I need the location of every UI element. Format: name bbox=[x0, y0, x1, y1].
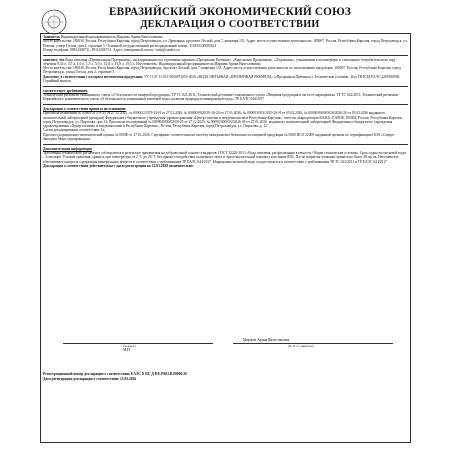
applicant-section bbox=[43, 35, 408, 54]
compliance-text: Технический регламент таможенного союза «О безопасности пищевой продукции» ТР ТС 021/2011; Технический регламент таможенного союза «Пищевая продукция в части ее маркировки» ТР ТС 022/2011; Технический регламент Евразийского экономического союза «О безопасности упакованной питьевой воды, включая природную минеральную воду» ТР ЕАЭС 044/2017 bbox=[43, 93, 399, 102]
basis-label: Декларация о соответствии принята на основании bbox=[43, 106, 126, 111]
union-title: ЕВРАЗИЙСКИЙ ЭКОНОМИЧЕСКИЙ СОЮЗ bbox=[109, 6, 351, 18]
registration-number: Регистрационный номер декларации о соответствии: ЕАЭС N RU Д-RU.РА02.В.00000/26 bbox=[43, 372, 187, 376]
registration-footer bbox=[43, 372, 408, 382]
basis-section bbox=[43, 107, 408, 143]
validity-text: Декларация о соответствии действительна с даты регистрации по 12.03.2028 включительно. bbox=[43, 163, 194, 168]
divider bbox=[43, 144, 408, 145]
signature-line bbox=[63, 343, 213, 344]
docs-label: Документ, в соответствии с которым изготовлена продукция: bbox=[43, 74, 144, 79]
compliance-label: соответствует требованиям bbox=[43, 88, 88, 93]
additional-text: Требования технического регламента соблюдаются в результате применения на добровольной основе стандартов: ГОСТ 32220-2013 «Вода питьевая, расфасованная в емкости. Общие технические условия». Срок годности питьевой воды – 6 месяцев. Условия хранения: хранить при температуре от 2 °С до 20 °С без прямого воздействия солнечного света и при относительной влажности не выше 85%. После вскрытия упаковки хранить не более 48 часов. Изготовитель обеспечивает контроль содержания минеральных веществ в соответствии с требованиями ТР ЕАЭС 044/2017. Маркировка питьевой воды осуществляется в соответствии с требованиями ТР ТС 022/2011 и ТР ЕАЭС 044/2017. bbox=[43, 151, 406, 164]
applicant-name: Индивидуальный предприниматель Марцева Арина Вячеславовна bbox=[60, 35, 163, 39]
declaration-title: ДЕКЛАРАЦИЯ О СООТВЕТСТВИИ bbox=[140, 19, 320, 30]
product-section bbox=[43, 58, 408, 85]
product-label: заявляет, что bbox=[43, 57, 65, 62]
signature-caption: (подпись) bbox=[123, 344, 136, 348]
signer-name: Марцева Арина Вячеславовна bbox=[243, 338, 290, 342]
applicant-address: Место жительства: 185030, Россия, Республика Карелия, город Петрозаводск, ул. Древлянка, проспект Лесной, дом 7, квартира 131. Адрес места осуществления деятельности: 185007, Россия, Республика Карелия, город Петрозаводск, ул. Попова, улица Гоголя, дом 2, строение 5. Основной государственный регистрационный номер: 318100100000163 bbox=[43, 39, 408, 48]
docs-text: ТУ 11.07.11-011-0000072055-2020 «ВОДА ПИТЬЕВАЯ «ПРОЗРАЧНАЯ PREMIUM» («Прозрачная Премиум»). Технические условия». Код ТН ВЭД ЕАЭС 2201900000. Серийный выпуск. bbox=[43, 74, 401, 84]
signature-block bbox=[43, 335, 408, 365]
document-header bbox=[40, 6, 420, 31]
scheme-text: Схема декларирования соответствия: 1д bbox=[43, 128, 105, 133]
eaeu-emblem-icon bbox=[40, 8, 68, 36]
divider bbox=[43, 104, 408, 105]
basis-extra: Протокол радиационно-гигиенической оценки № 00000 от 27.01.2026. Сертификат соответствия на систему менеджмента безопасности пищевой продукции № 0000 ИСО 22000 выданный органом по сертификации ООО «Северо-Западное бюро сертификации» bbox=[43, 132, 395, 142]
name-caption: (Ф. И. О. заявителя) bbox=[288, 344, 314, 348]
divider bbox=[43, 86, 408, 87]
applicant-label: Заявитель bbox=[43, 35, 60, 39]
maker-address: Место жительства: 185030, Россия, Республика Карелия, город Петрозаводск, проспект Лесной, дом 7, квартира 131. Адрес места осуществления деятельности по изготовлению продукции: 185007, Россия, Республика Карелия, город Петрозаводск, улица Гоголя, дом 2, строение 5 bbox=[43, 66, 401, 75]
divider bbox=[43, 55, 408, 56]
additional-section bbox=[43, 147, 408, 170]
stamp-mark: М.П. bbox=[123, 348, 131, 352]
compliance-section bbox=[43, 89, 408, 103]
product-text: Вода питьевая «Премиальная Прозрачная», негазированная под торговыми марками «Прозрачная Premium», «Карельская Прозрачная», «Ладожская», упакованная в полимерную и стеклянную потребительскую тару объемом 0,33 л, 0,5 л, 1,0 л, 1,5 л, 5,0 л, 12,0 л, 19,0 л, 19,5 л. Изготовитель: Индивидуальный предприниматель Марцева Арина Вячеславовна bbox=[43, 57, 396, 66]
applicant-contacts: Номер телефона: 89814306731, 89114306731. Адрес электронной почты: voda@yandex.ru bbox=[43, 47, 180, 52]
basis-text: Протокола испытаний № 00000/21579-25 от 27.12.2025, № 00000/21579-25-Н от 27.01.2026, № 00000/0020/19-26-20 от 27.01.2026, № 00000/0053/2019-26-Н от 05.03.2026, № 00000/0000/0026/2020-20 от 05.03.2026 выданного испытательной лабораторией (центром) Федерального бюджетного учреждения здравоохранения «Центр гигиены и эпидемиологии в Республике Карелия», аттестат аккредитации RA.RU.21AH38, 185002, Россия, Республика Карелия, город Петрозаводск, ул. Пирогова, дом 12; Протокола исследований № 00000/0000/02/00-25 от 27.12.2025, № 00000/0000/02/2026-06 от 27.01.2026, выданного испытательной лабораторией Федерального бюджетного учреждения здравоохранения «Центр гигиены и эпидемиологии в Республике Карелия», Россия, Республика Карелия, город Петрозаводск, ул. Пирогова, д. 12. bbox=[43, 111, 403, 129]
registration-date: Дата регистрации декларации о соответствии: 13.03.2026 bbox=[43, 376, 137, 381]
additional-label: Дополнительная информация bbox=[43, 146, 92, 151]
